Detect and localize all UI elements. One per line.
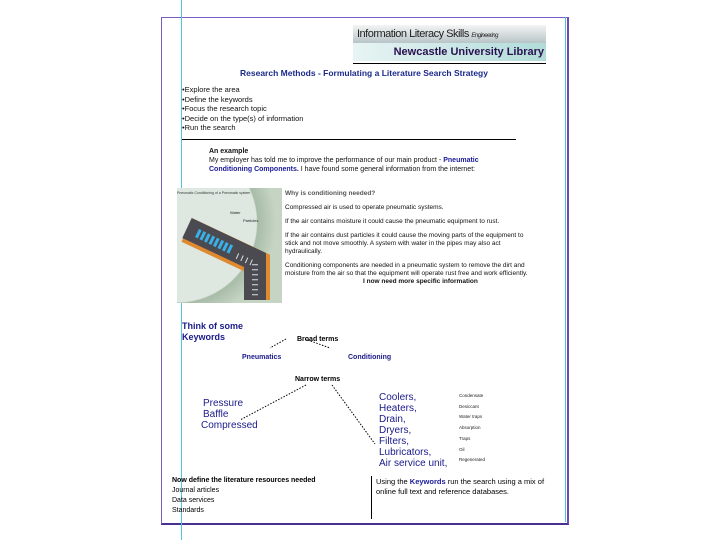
banner-tag: Engineering xyxy=(471,33,498,39)
narrow-term: Compressed xyxy=(201,420,258,431)
extra-term: Traps xyxy=(459,435,471,441)
narrow-term: Air service unit, xyxy=(379,458,448,469)
narrow-term: Dryers, xyxy=(379,425,412,436)
why-paragraph: Conditioning components are needed in a pneumatic system to remove the dirt and moisture from the air so that the equipment will operate rust free and work efficiently. xyxy=(285,262,528,277)
search-text2: run the search using a mix of online full text and reference databases. xyxy=(376,477,545,496)
narrow-term: Drain, xyxy=(379,414,406,425)
resources-block xyxy=(172,476,316,516)
extra-term: Oil xyxy=(459,446,465,452)
broad-term: Conditioning xyxy=(348,354,392,361)
divider xyxy=(371,476,372,519)
step: •Decide on the type(s) of information xyxy=(182,113,304,123)
keywords-heading-2: Keywords xyxy=(182,332,226,342)
extra-term: Absorption xyxy=(459,425,481,431)
extra-term: Regenerated xyxy=(459,457,486,463)
narrow-term: Baffle xyxy=(203,409,229,420)
banner-library: Newcastle University Library xyxy=(353,43,546,61)
extra-term: Desiccant xyxy=(459,403,479,409)
why-paragraph: If the air contains dust particles it could cause the moving parts of the equipment to stick and not move smoothly. A system with water in the pipes may also act hydraulically. xyxy=(285,232,524,255)
why-next: I now need more specific information xyxy=(363,278,478,285)
step: •Explore the area xyxy=(182,85,240,94)
example-heading: An example xyxy=(209,148,249,155)
narrow-term: Lubricators, xyxy=(379,447,432,458)
divider xyxy=(353,63,546,64)
why-paragraph: Compressed air is used to operate pneumatic systems. xyxy=(285,204,444,211)
narrow-terms-label: Narrow terms xyxy=(295,376,341,383)
example-highlight: Pneumatic Conditioning Components. xyxy=(209,157,479,173)
extra-term: Water traps xyxy=(459,414,483,420)
why-paragraph: If the air contains moisture it could cause the pneumatic equipment to rust. xyxy=(285,218,500,225)
resource-item: Journal articles xyxy=(172,487,220,494)
example-text2: I have found some general information from the internet: xyxy=(298,166,476,173)
step: •Run the search xyxy=(182,123,236,132)
keywords-heading-1: Think of some xyxy=(182,321,244,331)
pneumatic-figure xyxy=(177,188,282,303)
right-terms xyxy=(379,392,447,469)
step: •Define the keywords xyxy=(182,94,253,104)
search-instructions xyxy=(376,477,556,497)
narrow-term: Pressure xyxy=(203,398,244,409)
example-block xyxy=(209,147,499,174)
why-heading: Why is conditioning needed? xyxy=(285,190,376,197)
figure-label: Particles xyxy=(243,218,259,223)
extra-term: Condensate xyxy=(459,393,484,398)
figure-caption: Pneumatic Conditioning of a Pneumatic system xyxy=(177,191,251,195)
search-keyword: Keywords xyxy=(409,477,446,486)
resource-item: Standards xyxy=(172,507,204,514)
left-terms xyxy=(203,398,258,431)
page-title: Research Methods - Formulating a Literature Search Strategy xyxy=(240,68,488,78)
narrow-term: Filters, xyxy=(379,436,409,447)
example-text: My employer has told me to improve the performance of our main product - xyxy=(209,157,442,164)
broad-terms-label: Broad terms xyxy=(297,336,339,343)
step: •Focus the research topic xyxy=(182,104,267,113)
resource-item: Data services xyxy=(172,497,215,504)
extra-terms xyxy=(459,391,485,466)
resources-heading: Now define the literature resources needed xyxy=(172,477,316,484)
pipe-illustration xyxy=(177,188,282,303)
steps-list xyxy=(182,85,303,133)
banner-info-literacy xyxy=(353,25,546,43)
term-connectors xyxy=(170,330,570,450)
divider xyxy=(182,139,516,140)
broad-term: Pneumatics xyxy=(242,354,282,361)
search-text: Using the xyxy=(376,477,410,486)
why-block xyxy=(285,190,530,286)
narrow-term: Coolers, xyxy=(379,392,417,403)
figure-label: Water xyxy=(230,210,241,215)
narrow-term: Heaters, xyxy=(379,403,417,414)
banner-line1: Information Literacy Skills xyxy=(357,28,469,40)
